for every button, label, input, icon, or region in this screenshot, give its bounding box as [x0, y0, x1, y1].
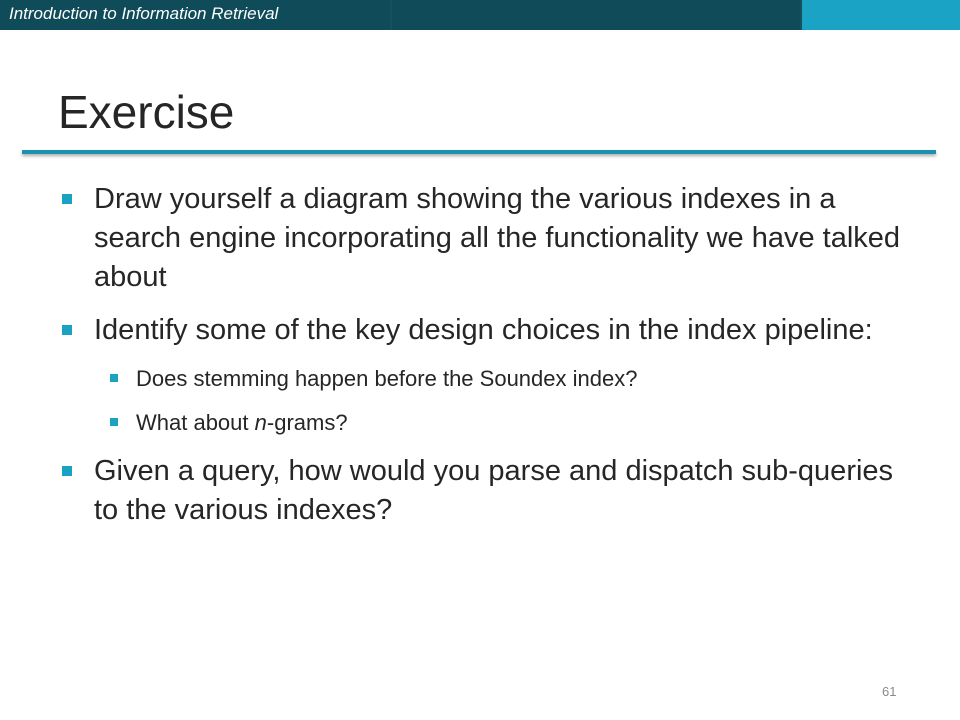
- square-bullet-icon: [110, 418, 118, 426]
- square-bullet-icon: [62, 194, 72, 204]
- slide-title: Exercise: [58, 86, 235, 138]
- header-segment-middle: [392, 0, 800, 30]
- bullet-item: [58, 452, 908, 530]
- square-bullet-icon: [62, 466, 72, 476]
- header-bar: [0, 0, 960, 30]
- sub-bullet-item: [58, 408, 908, 438]
- slide-number: 61: [882, 684, 897, 699]
- bullet-item: [58, 311, 908, 350]
- sub-bullet-text-emphasis: n: [254, 410, 267, 435]
- bullet-text: Given a query, how would you parse and dispatch sub-queries to the various indexes?: [94, 455, 894, 526]
- bullet-list: [58, 180, 908, 544]
- bullet-text: Identify some of the key design choices in the index pipeline:: [94, 314, 873, 346]
- course-title: Introduction to Information Retrieval: [9, 4, 279, 23]
- square-bullet-icon: [62, 325, 72, 335]
- sub-bullet-item: [58, 364, 908, 394]
- bullet-item: [58, 180, 908, 297]
- sub-bullet-text: Does stemming happen before the Soundex index?: [136, 366, 638, 391]
- title-underline: [22, 150, 936, 154]
- square-bullet-icon: [110, 374, 118, 382]
- bullet-text: Draw yourself a diagram showing the various indexes in a search engine incorporating all the functionality we have talked about: [94, 183, 901, 293]
- sub-bullet-text-prefix: What about: [136, 410, 255, 435]
- sub-bullet-text-suffix: -grams?: [266, 410, 348, 435]
- header-segment-accent: [802, 0, 960, 30]
